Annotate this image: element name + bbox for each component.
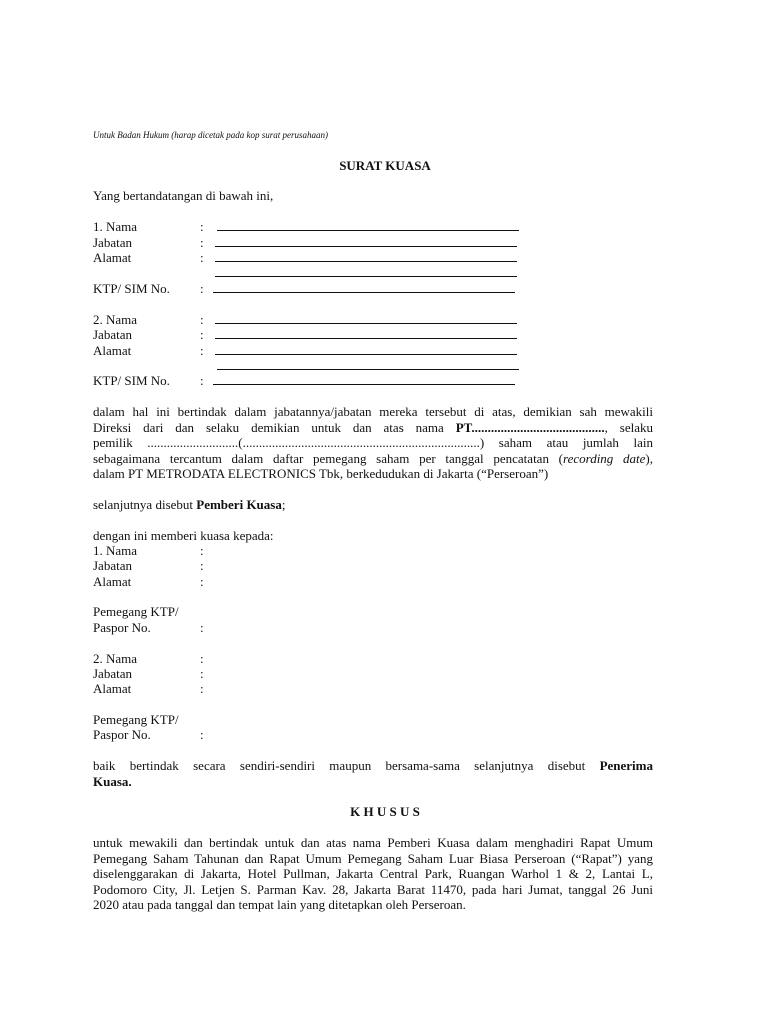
attorney-2-position-colon: : [200,666,204,681]
attorney-reference-line-1: baik bertindak secara sendiri-sendiri maupun bersama-sama selanjutnya disebut Penerima [93,758,653,773]
attorney-1-position-label: Jabatan [93,558,132,573]
attorney-1-id-colon: : [200,620,204,635]
purpose-line-5: 2020 atau pada tanggal dan tempat lain yang ditetapkan oleh Perseroan. [93,897,466,913]
authority-line-4: sebagaimana tercantum dalam daftar pemegang saham per tanggal pencatatan (recording date), [93,450,653,466]
grantor-1-position-field[interactable] [215,246,517,247]
grantor-2-position-label: Jabatan [93,327,132,342]
grantor-2-name-label: 2. Nama [93,312,138,327]
grantor-reference: selanjutnya disebut Pemberi Kuasa; [93,497,286,512]
grantor-1-id-field[interactable] [213,292,515,293]
grantor-2-position-colon: : [200,327,204,342]
company-placeholder: PT......................................... [455,419,605,435]
attorney-reference-line-2 [93,774,653,790]
grantor-1-position-label: Jabatan [93,235,132,250]
attorney-1-position-colon: : [200,558,204,573]
attorney-1-id-label-1: Pemegang KTP/ [93,604,179,619]
purpose-line-3: diselenggarakan di Jakarta, Hotel Pullman, Jakarta Central Park, Ruangan Warhol 1 & 2, Lantai L, [93,866,653,882]
grantor-2-address-field-2[interactable] [217,369,519,370]
purpose-line-2: Pemegang Saham Tahunan dan Rapat Umum Pemegang Saham Luar Biasa Perseroan (“Rapat”) yang [93,850,653,866]
grantor-1-name-field[interactable] [217,230,519,231]
grantor-2-address-label: Alamat [93,343,132,358]
attorney-1-address-colon: : [200,574,204,589]
grantor-1-address-field-2[interactable] [215,276,517,277]
attorney-2-name-label: 2. Nama [93,651,138,666]
attorney-2-id-label-1: Pemegang KTP/ [93,712,179,727]
attorney-1-address-label: Alamat [93,574,132,589]
attorney-term-1: Penerima [599,758,653,773]
letterhead-note: Untuk Badan Hukum (harap dicetak pada kop surat perusahaan) [93,130,328,140]
grantor-1-address-label: Alamat [93,250,132,265]
recording-date-term: recording date [563,450,646,466]
grantor-2-address-colon: : [200,343,204,358]
grantor-2-name-colon: : [200,312,204,327]
grantor-2-id-field[interactable] [213,384,515,385]
grantor-2-name-field[interactable] [215,323,517,324]
attorney-2-id-colon: : [200,727,204,742]
grantor-2-id-label: KTP/ SIM No. [93,373,170,388]
grantor-term: Pemberi Kuasa [196,497,282,512]
grantor-1-name-colon: : [200,219,204,234]
attorney-2-address-colon: : [200,681,204,696]
purpose-paragraph [93,835,653,913]
grantor-1-position-colon: : [200,235,204,250]
authority-line-1: dalam hal ini bertindak dalam jabatannya/jabatan mereka tersebut di atas, demikian sah mewakili [93,404,653,419]
attorney-1-name-label: 1. Nama [93,543,138,558]
grantor-1-address-field[interactable] [215,261,517,262]
attorney-2-address-label: Alamat [93,681,132,696]
document-title: SURAT KUASA [339,158,431,173]
purpose-line-4: Podomoro City, Jl. Letjen S. Parman Kav. 28, Jakarta Barat 11470, pada hari Jumat, tanggal 26 Juni [93,881,653,897]
attorney-2-name-colon: : [200,651,204,666]
grantor-1-address-colon: : [200,250,204,265]
attorney-1-name-colon: : [200,543,204,558]
grant-intro: dengan ini memberi kuasa kepada: [93,528,274,543]
attorney-reference [93,758,653,789]
attorney-2-id-label-2: Paspor No. [93,727,151,742]
grantor-1-name-label: 1. Nama [93,219,138,234]
authority-line-5: dalam PT METRODATA ELECTRONICS Tbk, berkedudukan di Jakarta (“Perseroan”) [93,466,549,482]
intro-text: Yang bertandatangan di bawah ini, [93,188,274,203]
purpose-line-1: untuk mewakili dan bertindak untuk dan atas nama Pemberi Kuasa dalam menghadiri Rapat Umum [93,835,653,850]
authority-line-3: pemilik ............................(.........................................................................) saham atau jumlah lain [93,435,653,451]
grantor-1-id-colon: : [200,281,204,296]
grantor-2-address-field[interactable] [215,354,517,355]
authority-paragraph [93,404,653,482]
grantor-1-id-label: KTP/ SIM No. [93,281,170,296]
authority-line-2: Direksi dari dan selaku demikian untuk dan atas nama PT........................................., selaku [93,419,653,435]
grantor-2-id-colon: : [200,373,204,388]
attorney-2-position-label: Jabatan [93,666,132,681]
special-heading: K H U S U S [350,804,420,819]
attorney-term-2: Kuasa. [93,773,132,789]
attorney-1-id-label-2: Paspor No. [93,620,151,635]
grantor-2-position-field[interactable] [215,338,517,339]
